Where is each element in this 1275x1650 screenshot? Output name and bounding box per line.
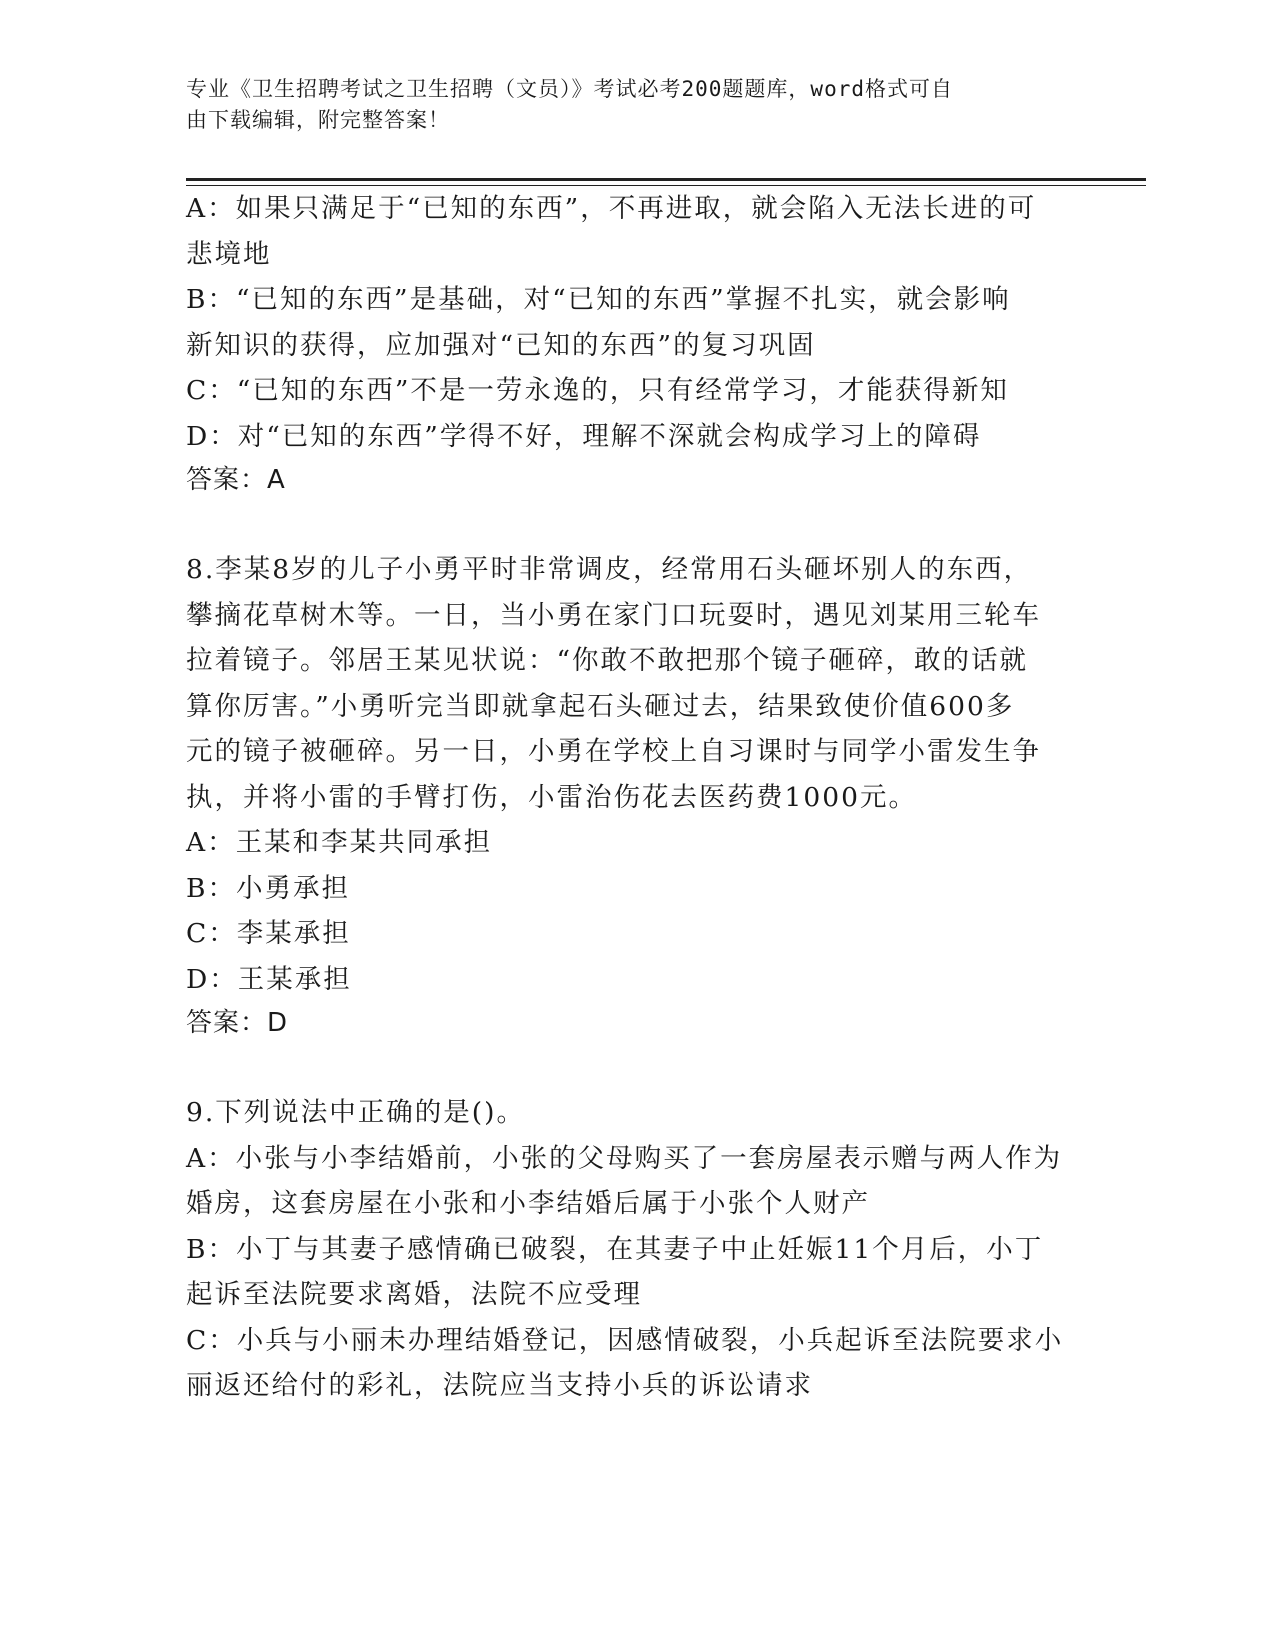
option-line: B：“已知的东西”是基础，对“已知的东西”掌握不扎实，就会影响 [186,284,1011,315]
option-a [186,186,1086,277]
option-c [186,1318,1086,1409]
document-header [186,74,1066,136]
option-line: A：如果只满足于“已知的东西”，不再进取，就会陷入无法长进的可 [186,193,1037,224]
option-line: C：“已知的东西”不是一劳永逸的，只有经常学习，才能获得新知 [186,375,1009,406]
option-d [186,414,1086,460]
answer-label: 答案：A [186,465,286,495]
option-a: A：王某和李某共同承担 [186,827,493,858]
option-line: 婚房，这套房屋在小张和小李结婚后属于小张个人财产 [186,1188,870,1219]
question-stem-line: 9.下列说法中正确的是()。 [186,1097,525,1128]
option-line: A：小张与小李结婚前，小张的父母购买了一套房屋表示赠与两人作为 [186,1142,1063,1174]
question-stem-line: 算你厉害。”小勇听完当即就拿起石头砸过去，结果致使价值600多 [186,690,1015,722]
option-a [186,1136,1086,1227]
question-8 [186,547,1086,1045]
answer-label: 答案：D [186,1008,289,1038]
option-line: D：对“已知的东西”学得不好，理解不深就会构成学习上的障碍 [186,420,982,452]
question-stem-line: 元的镜子被砸碎。另一日，小勇在学校上自习课时与同学小雷发生争 [186,736,1041,767]
option-d: D：王某承担 [186,963,352,995]
question-9 [186,1090,1086,1409]
question-stem-line: 8.李某8岁的儿子小勇平时非常调皮，经常用石头砸坏别人的东西， [186,554,1033,585]
option-b [186,277,1086,368]
header-line-2: 由下载编辑，附完整答案！ [186,108,450,132]
option-line: 悲境地 [186,238,272,270]
option-b [186,1227,1086,1318]
option-b: B：小勇承担 [186,872,350,904]
header-divider-thick [186,178,1146,181]
option-line: B：小丁与其妻子感情确已破裂，在其妻子中止妊娠11个月后，小丁 [186,1233,1044,1265]
prev-question [186,186,1086,502]
option-line: 起诉至法院要求离婚，法院不应受理 [186,1279,642,1310]
document-body [186,186,1086,1409]
question-spacer [186,502,1086,547]
header-line-1: 专业《卫生招聘考试之卫生招聘（文员）》考试必考200题题库，word格式可自 [186,77,953,101]
option-c: C：李某承担 [186,918,351,949]
option-line: 新知识的获得，应加强对“已知的东西”的复习巩固 [186,329,816,361]
question-spacer [186,1045,1086,1090]
option-c [186,368,1086,414]
question-stem-line: 拉着镜子。邻居王某见状说：“你敢不敢把那个镜子砸碎，敢的话就 [186,645,1029,676]
option-line: 丽返还给付的彩礼，法院应当支持小兵的诉讼请求 [186,1370,813,1401]
question-stem-line: 攀摘花草树木等。一日，当小勇在家门口玩耍时，遇见刘某用三轮车 [186,599,1041,631]
question-stem-line: 执，并将小雷的手臂打伤，小雷治伤花去医药费1000元。 [186,781,917,813]
option-line: C：小兵与小丽未办理结婚登记，因感情破裂，小兵起诉至法院要求小 [186,1324,1064,1356]
